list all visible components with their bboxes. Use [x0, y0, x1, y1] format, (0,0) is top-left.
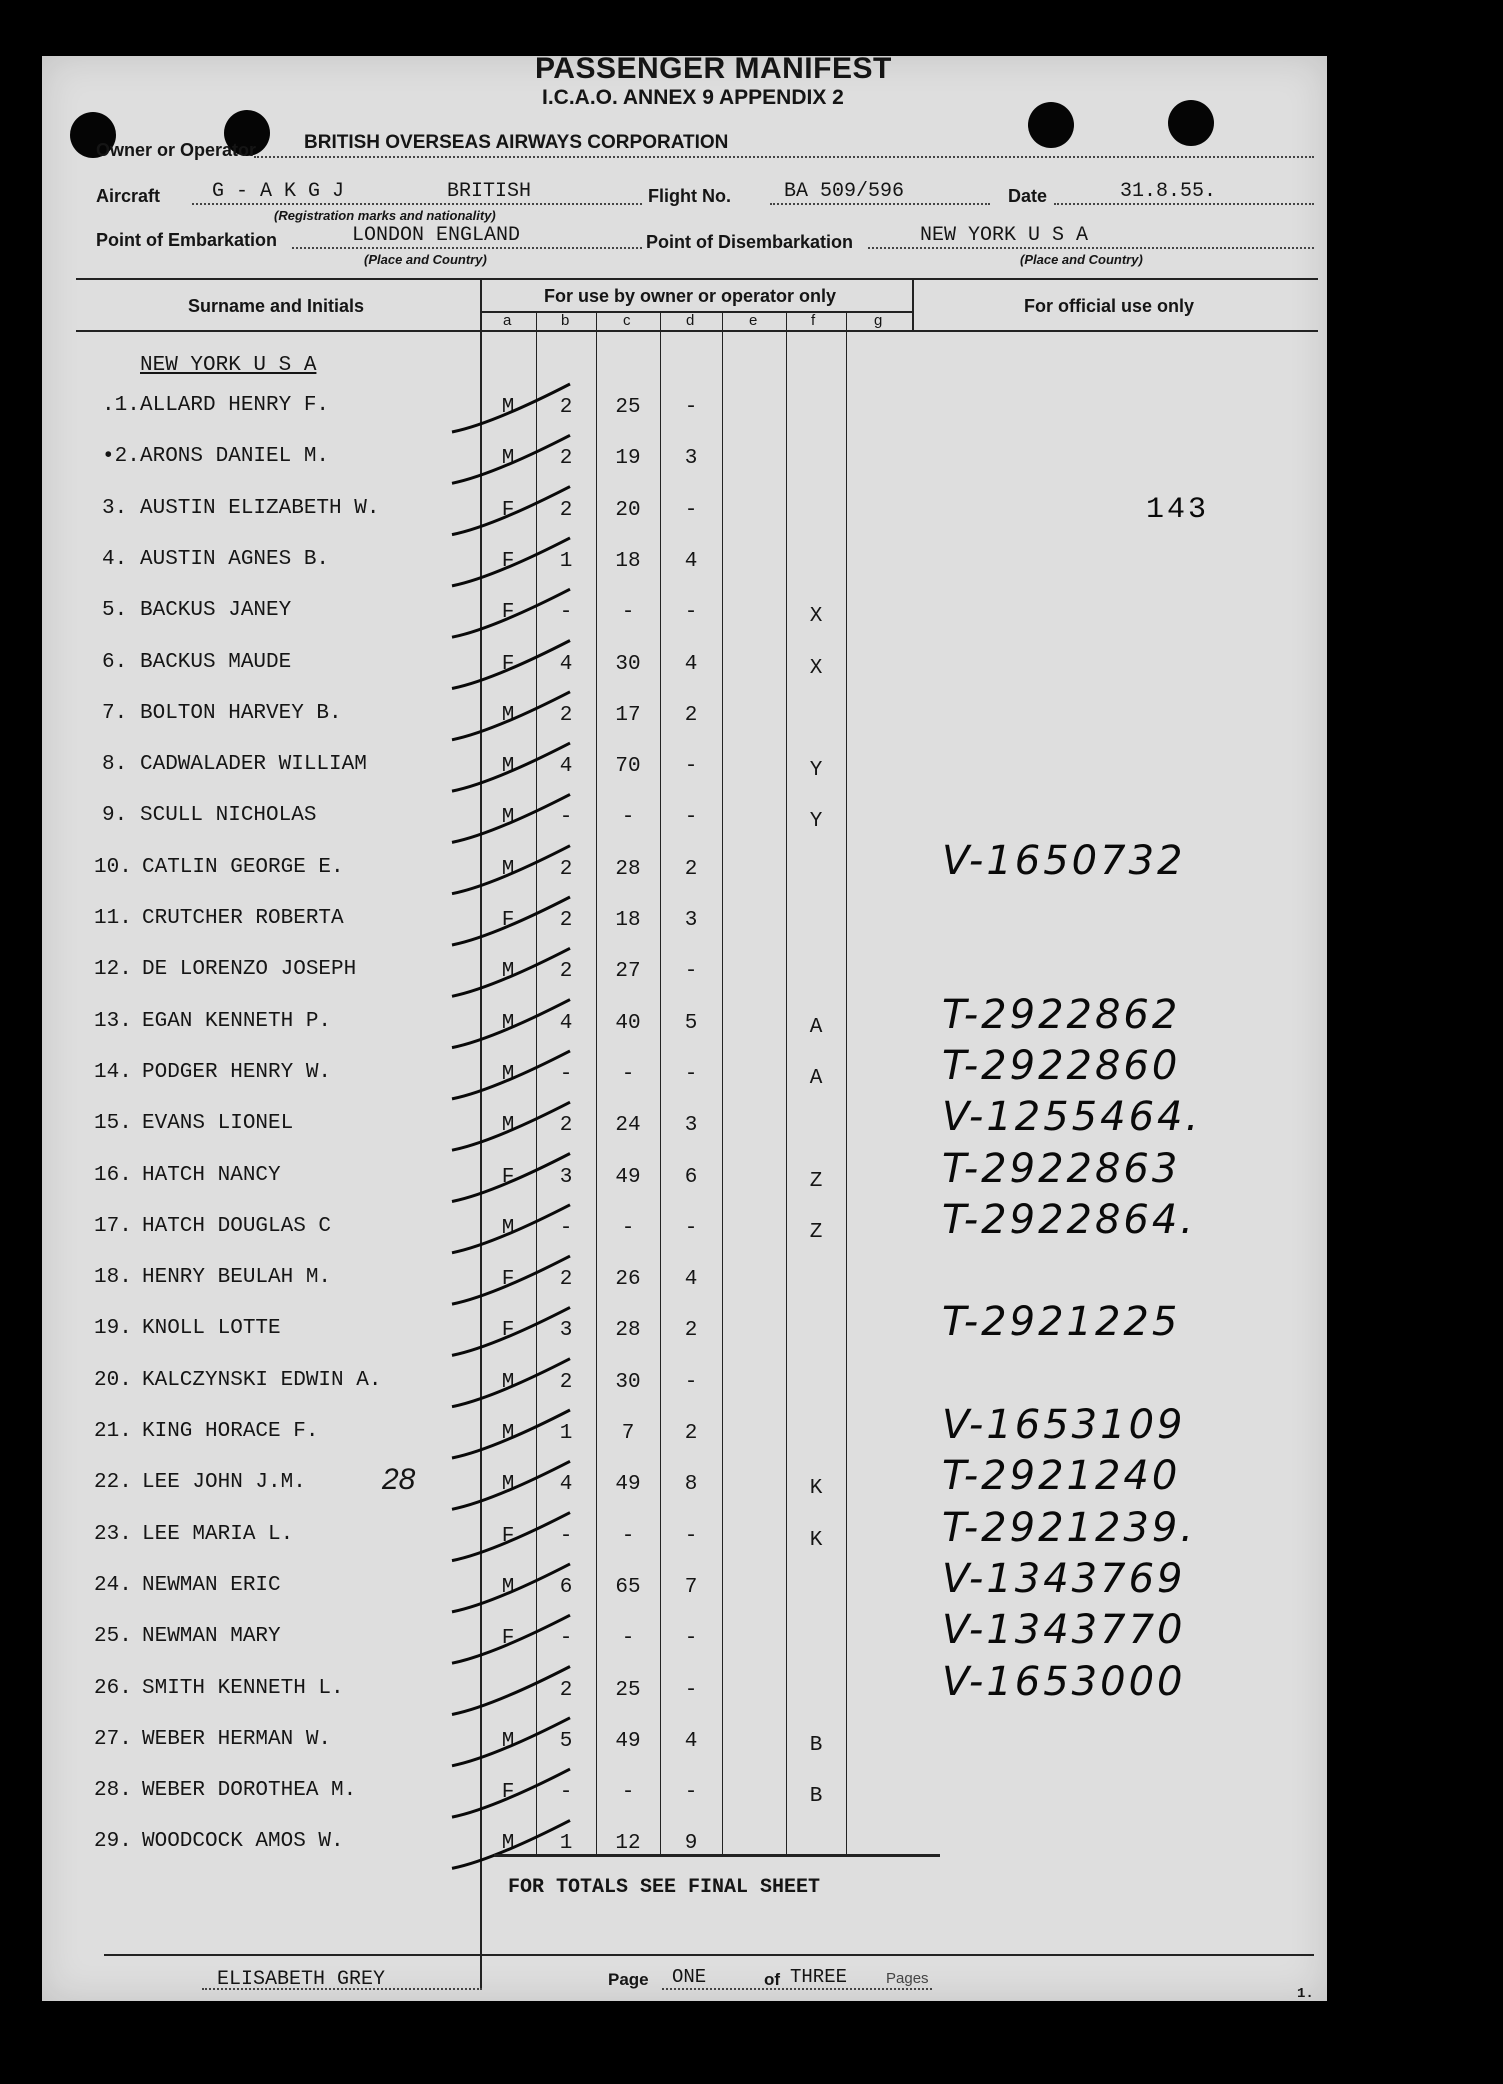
official-note: T-2921225	[942, 1299, 1181, 1346]
official-note: V-1650732	[942, 837, 1186, 884]
cell-b: 2	[559, 1370, 573, 1394]
tick-mark	[452, 589, 570, 637]
cell-a: F	[501, 1524, 515, 1548]
sub-col-f: f	[811, 312, 816, 329]
cell-f: X	[809, 605, 823, 629]
cell-c: 20	[615, 498, 641, 522]
cell-d: 2	[684, 1422, 698, 1445]
cell-a: M	[501, 1729, 515, 1753]
passenger-name: KNOLL LOTTE	[142, 1317, 281, 1341]
pages-label: Pages	[886, 1970, 929, 1987]
passenger-name: NEWMAN ERIC	[142, 1573, 281, 1597]
official-note: V-1343770	[942, 1607, 1186, 1654]
tick-mark	[452, 1307, 570, 1355]
cell-c: 24	[615, 1114, 641, 1138]
cell-a: M	[501, 857, 515, 881]
cell-a: F	[501, 1319, 515, 1343]
cell-d: -	[684, 1781, 698, 1805]
passenger-name: WEBER DOROTHEA M.	[142, 1779, 357, 1803]
cell-b: 2	[559, 703, 573, 727]
cell-a: F	[501, 498, 515, 522]
registration-note: (Registration marks and nationality)	[274, 208, 496, 223]
sub-col-a: a	[503, 312, 512, 329]
col-official: For official use only	[1024, 296, 1195, 316]
cell-d: 2	[684, 857, 698, 881]
passenger-name: CRUTCHER ROBERTA	[142, 907, 344, 930]
cell-b: 3	[559, 1319, 573, 1343]
passenger-name: BOLTON HARVEY B.	[140, 701, 342, 725]
owner-value: BRITISH OVERSEAS AIRWAYS CORPORATION	[304, 132, 729, 153]
tick-mark	[452, 1564, 570, 1612]
cell-d: 4	[684, 549, 698, 573]
passenger-name: BACKUS MAUDE	[140, 650, 292, 674]
row-number: 16.	[94, 1163, 132, 1187]
passenger-name: CATLIN GEORGE E.	[142, 855, 344, 879]
cell-b: -	[559, 1216, 573, 1240]
cell-a: F	[501, 652, 515, 676]
official-note: V-1653109	[942, 1402, 1186, 1448]
cell-b: 1	[559, 1832, 573, 1856]
row-number: 28.	[94, 1779, 132, 1803]
tick-mark	[452, 1461, 570, 1509]
passenger-name: KALCZYNSKI EDWIN A.	[142, 1368, 382, 1392]
page-value: ONE	[672, 1966, 707, 1988]
tick-mark	[452, 1769, 570, 1817]
row-number: 3.	[102, 496, 128, 520]
cell-c: 28	[615, 857, 641, 881]
cell-b: 2	[559, 447, 573, 471]
aircraft-value: G - A K G J	[212, 180, 345, 203]
cell-d: 2	[684, 1319, 698, 1343]
tick-mark	[452, 1410, 570, 1458]
cell-a: M	[501, 1114, 515, 1138]
cell-c: 25	[615, 396, 641, 419]
cell-b: 1	[559, 549, 573, 573]
cell-a: M	[501, 703, 515, 727]
cell-a: F	[501, 601, 515, 625]
cell-b: -	[559, 601, 573, 625]
passenger-name: SCULL NICHOLAS	[140, 804, 317, 828]
tick-mark	[452, 897, 570, 945]
signature: ELISABETH GREY	[217, 1968, 386, 1991]
sub-col-c: c	[623, 312, 631, 329]
cell-d: 9	[684, 1832, 698, 1856]
row-number: 8.	[102, 753, 128, 777]
row-number: 6.	[102, 650, 128, 674]
row-number: 20.	[94, 1368, 132, 1392]
tick-mark	[452, 1154, 570, 1202]
official-note: T-2922864.	[942, 1196, 1197, 1243]
cell-d: -	[684, 1216, 698, 1240]
margin-correction: 28	[382, 1463, 416, 1497]
cell-d: 7	[684, 1575, 698, 1599]
cell-b: -	[559, 806, 573, 830]
cell-d: 4	[684, 652, 698, 676]
cell-d: 6	[684, 1165, 698, 1189]
sub-col-d: d	[686, 312, 695, 329]
cell-b: -	[559, 1062, 573, 1086]
tick-mark	[452, 1667, 570, 1715]
tick-mark	[452, 1256, 570, 1304]
cell-c: 18	[615, 549, 641, 573]
passenger-name: EGAN KENNETH P.	[142, 1009, 332, 1033]
cell-a: M	[501, 1370, 515, 1394]
cell-f: B	[809, 1733, 823, 1757]
cell-b: -	[559, 1627, 573, 1651]
cell-b: 2	[559, 960, 573, 984]
row-number: 4.	[102, 547, 128, 571]
cell-b: 4	[559, 1011, 573, 1035]
cell-d: 3	[684, 447, 698, 471]
cell-d: 4	[684, 1729, 698, 1753]
cell-b: 2	[559, 1268, 573, 1292]
tick-mark	[452, 487, 570, 535]
tick-mark	[452, 743, 570, 791]
cell-b: 1	[559, 1422, 573, 1445]
cell-c: 40	[615, 1011, 641, 1035]
passenger-name: HENRY BEULAH M.	[142, 1266, 332, 1290]
place-note-disembark: (Place and Country)	[1020, 252, 1143, 267]
passenger-name: AUSTIN AGNES B.	[140, 547, 330, 571]
corner-mark: 1.	[1297, 1986, 1314, 2002]
date-value: 31.8.55.	[1120, 180, 1217, 203]
cell-a: M	[501, 806, 515, 830]
passenger-name: WEBER HERMAN W.	[142, 1727, 332, 1751]
cell-c: -	[621, 1216, 635, 1240]
passenger-name: DE LORENZO JOSEPH	[142, 958, 357, 982]
col-owner: For use by owner or operator only	[544, 286, 837, 306]
row-number: 11.	[94, 907, 132, 930]
tick-mark	[452, 1359, 570, 1407]
cell-a: M	[501, 1062, 515, 1086]
cell-c: 18	[615, 909, 641, 932]
cell-c: 19	[615, 447, 641, 471]
row-number: 10.	[94, 855, 132, 879]
passenger-name: ALLARD HENRY F.	[140, 394, 330, 417]
row-number: 14.	[94, 1060, 132, 1084]
cell-b: 6	[559, 1575, 573, 1599]
cell-b: 5	[559, 1729, 573, 1753]
row-number: 5.	[102, 599, 128, 623]
official-note: T-2922860	[942, 1042, 1181, 1089]
cell-b: -	[559, 1781, 573, 1805]
cell-a: M	[501, 1422, 515, 1445]
cell-c: -	[621, 1627, 635, 1651]
cell-d: 4	[684, 1268, 698, 1292]
cell-b: 2	[559, 1678, 573, 1702]
tick-mark	[452, 1718, 570, 1766]
cell-d: 3	[684, 909, 698, 932]
page-label: Page	[608, 1970, 649, 1989]
passenger-name: BACKUS JANEY	[140, 599, 292, 623]
cell-c: -	[621, 1524, 635, 1548]
cell-c: 7	[621, 1422, 635, 1445]
cell-f: Z	[809, 1169, 823, 1193]
cell-a: F	[501, 1781, 515, 1805]
passenger-name: NEWMAN MARY	[142, 1625, 281, 1649]
cell-d: 2	[684, 703, 698, 727]
passenger-name: WOODCOCK AMOS W.	[142, 1830, 344, 1854]
official-note: T-2921239.	[942, 1504, 1197, 1551]
cell-c: -	[621, 1062, 635, 1086]
cell-b: 4	[559, 1473, 573, 1497]
tick-mark	[452, 1205, 570, 1253]
official-note: V-1653000	[942, 1658, 1186, 1705]
sub-col-g: g	[874, 312, 883, 329]
cell-f: A	[809, 1015, 823, 1039]
cell-d: -	[684, 1678, 698, 1702]
cell-a: M	[501, 1473, 515, 1497]
cell-a: F	[501, 1268, 515, 1292]
tick-mark	[452, 1513, 570, 1561]
aircraft-nationality: BRITISH	[447, 180, 532, 203]
row-number: 18.	[94, 1266, 132, 1290]
cell-f: B	[809, 1785, 823, 1809]
cell-d: -	[684, 498, 698, 522]
cell-c: 49	[615, 1473, 641, 1497]
of-value: THREE	[790, 1966, 848, 1988]
cell-a: M	[501, 1011, 515, 1035]
cell-b: 2	[559, 857, 573, 881]
cell-a: M	[501, 396, 515, 419]
row-number: 25.	[94, 1625, 132, 1649]
row-number: •2.	[102, 445, 140, 469]
row-number: 9.	[102, 804, 128, 828]
official-note: T-2921240	[942, 1453, 1181, 1500]
cell-c: 49	[615, 1729, 641, 1753]
cell-a: M	[501, 447, 515, 471]
cell-a: M	[501, 755, 515, 779]
cell-c: 70	[615, 755, 641, 779]
row-number: 15.	[94, 1112, 132, 1136]
col-surname: Surname and Initials	[188, 296, 365, 316]
cell-c: 17	[615, 703, 641, 727]
passenger-name: EVANS LIONEL	[142, 1112, 294, 1136]
cell-c: 12	[615, 1832, 641, 1856]
manifest-sheet	[42, 52, 1327, 2002]
tick-mark	[452, 538, 570, 586]
place-note-embark: (Place and Country)	[364, 252, 487, 267]
row-number: 13.	[94, 1009, 132, 1033]
official-note: T-2922863	[942, 1145, 1181, 1192]
cell-b: 2	[559, 396, 573, 419]
of-label: of	[764, 1970, 781, 1989]
cell-c: 27	[615, 960, 641, 984]
row-number: 29.	[94, 1830, 132, 1854]
tick-mark	[452, 384, 570, 432]
passenger-name: SMITH KENNETH L.	[142, 1676, 344, 1700]
cell-d: -	[684, 1627, 698, 1651]
passenger-name: PODGER HENRY W.	[142, 1060, 332, 1084]
row-number: 27.	[94, 1727, 132, 1751]
cell-d: -	[684, 1370, 698, 1394]
group-heading: NEW YORK U S A	[140, 354, 317, 377]
aircraft-label: Aircraft	[96, 186, 161, 206]
tick-mark	[452, 1615, 570, 1663]
row-number: 17.	[94, 1214, 132, 1238]
disembark-value: NEW YORK U S A	[920, 224, 1089, 247]
cell-f: Z	[809, 1220, 823, 1244]
cell-b: 2	[559, 1114, 573, 1138]
passenger-name: LEE MARIA L.	[142, 1522, 294, 1546]
row-number: .1.	[102, 394, 140, 417]
cell-c: 65	[615, 1575, 641, 1599]
cell-a: F	[501, 1627, 515, 1651]
row-number: 21.	[94, 1420, 132, 1443]
cell-c: 28	[615, 1319, 641, 1343]
cell-d: -	[684, 396, 698, 419]
tick-mark	[452, 692, 570, 740]
cell-f: K	[809, 1528, 823, 1552]
cell-d: -	[684, 601, 698, 625]
tick-mark	[452, 1102, 570, 1150]
row-number: 19.	[94, 1317, 132, 1341]
cell-c: 49	[615, 1165, 641, 1189]
cell-c: -	[621, 1781, 635, 1805]
passenger-name: CADWALADER WILLIAM	[140, 753, 367, 777]
tick-mark	[452, 1000, 570, 1048]
cell-f: K	[809, 1477, 823, 1501]
cell-f: Y	[809, 810, 823, 834]
tick-mark	[452, 846, 570, 894]
cell-c: 26	[615, 1268, 641, 1292]
cell-a: M	[501, 960, 515, 984]
flight-label: Flight No.	[648, 186, 731, 206]
official-note: 143	[1146, 492, 1210, 527]
totals-note: FOR TOTALS SEE FINAL SHEET	[508, 1876, 821, 1899]
row-number: 26.	[94, 1676, 132, 1700]
cell-d: -	[684, 1524, 698, 1548]
cell-f: Y	[809, 759, 823, 783]
passenger-name: LEE JOHN J.M.	[142, 1471, 306, 1495]
cell-c: 30	[615, 1370, 641, 1394]
cell-d: 8	[684, 1473, 698, 1497]
official-note: V-1255464.	[942, 1094, 1202, 1141]
cell-c: -	[621, 806, 635, 830]
row-number: 22.	[94, 1471, 132, 1495]
sub-col-e: e	[749, 312, 758, 329]
passenger-name: AUSTIN ELIZABETH W.	[140, 496, 380, 520]
cell-f: X	[809, 656, 823, 680]
tick-mark	[452, 1820, 570, 1868]
passenger-name: ARONS DANIEL M.	[140, 445, 330, 469]
cell-b: 4	[559, 755, 573, 779]
cell-c: 30	[615, 652, 641, 676]
official-note: V-1343769	[942, 1555, 1186, 1602]
cell-f: A	[809, 1066, 823, 1090]
cell-d: 3	[684, 1114, 698, 1138]
cell-a: F	[501, 549, 515, 573]
cell-d: 5	[684, 1011, 698, 1035]
cell-d: -	[684, 806, 698, 830]
cell-a: F	[501, 1165, 515, 1189]
cell-d: -	[684, 1062, 698, 1086]
tick-mark	[452, 948, 570, 996]
embark-value: LONDON ENGLAND	[352, 224, 521, 247]
tick-mark	[452, 435, 570, 483]
embark-label: Point of Embarkation	[96, 230, 278, 250]
owner-label: Owner or Operator	[96, 140, 257, 160]
cell-b: -	[559, 1524, 573, 1548]
tick-mark	[452, 1051, 570, 1099]
cell-a: M	[501, 1575, 515, 1599]
tick-mark	[452, 794, 570, 842]
row-number: 7.	[102, 701, 128, 725]
date-label: Date	[1008, 186, 1048, 206]
cell-d: -	[684, 960, 698, 984]
cell-b: 2	[559, 498, 573, 522]
cell-b: 3	[559, 1165, 573, 1189]
manifest-subtitle: I.C.A.O. ANNEX 9 APPENDIX 2	[542, 86, 844, 109]
sub-col-b: b	[561, 312, 570, 329]
cell-b: 4	[559, 652, 573, 676]
row-number: 12.	[94, 958, 132, 982]
cell-d: -	[684, 755, 698, 779]
cell-c: -	[621, 601, 635, 625]
disembark-label: Point of Disembarkation	[646, 232, 854, 252]
passenger-name: KING HORACE F.	[142, 1420, 319, 1443]
tick-mark	[452, 641, 570, 689]
cell-a: M	[501, 1832, 515, 1856]
cell-c: 25	[615, 1678, 641, 1702]
official-note: T-2922862	[942, 991, 1181, 1038]
row-number: 23.	[94, 1522, 132, 1546]
cell-a: M	[501, 1216, 515, 1240]
cell-a: F	[501, 909, 515, 932]
cell-b: 2	[559, 909, 573, 932]
flight-value: BA 509/596	[784, 180, 905, 203]
row-number: 24.	[94, 1573, 132, 1597]
manifest-title: PASSENGER MANIFEST	[535, 52, 892, 85]
passenger-name: HATCH NANCY	[142, 1163, 281, 1187]
passenger-name: HATCH DOUGLAS C	[142, 1214, 332, 1238]
